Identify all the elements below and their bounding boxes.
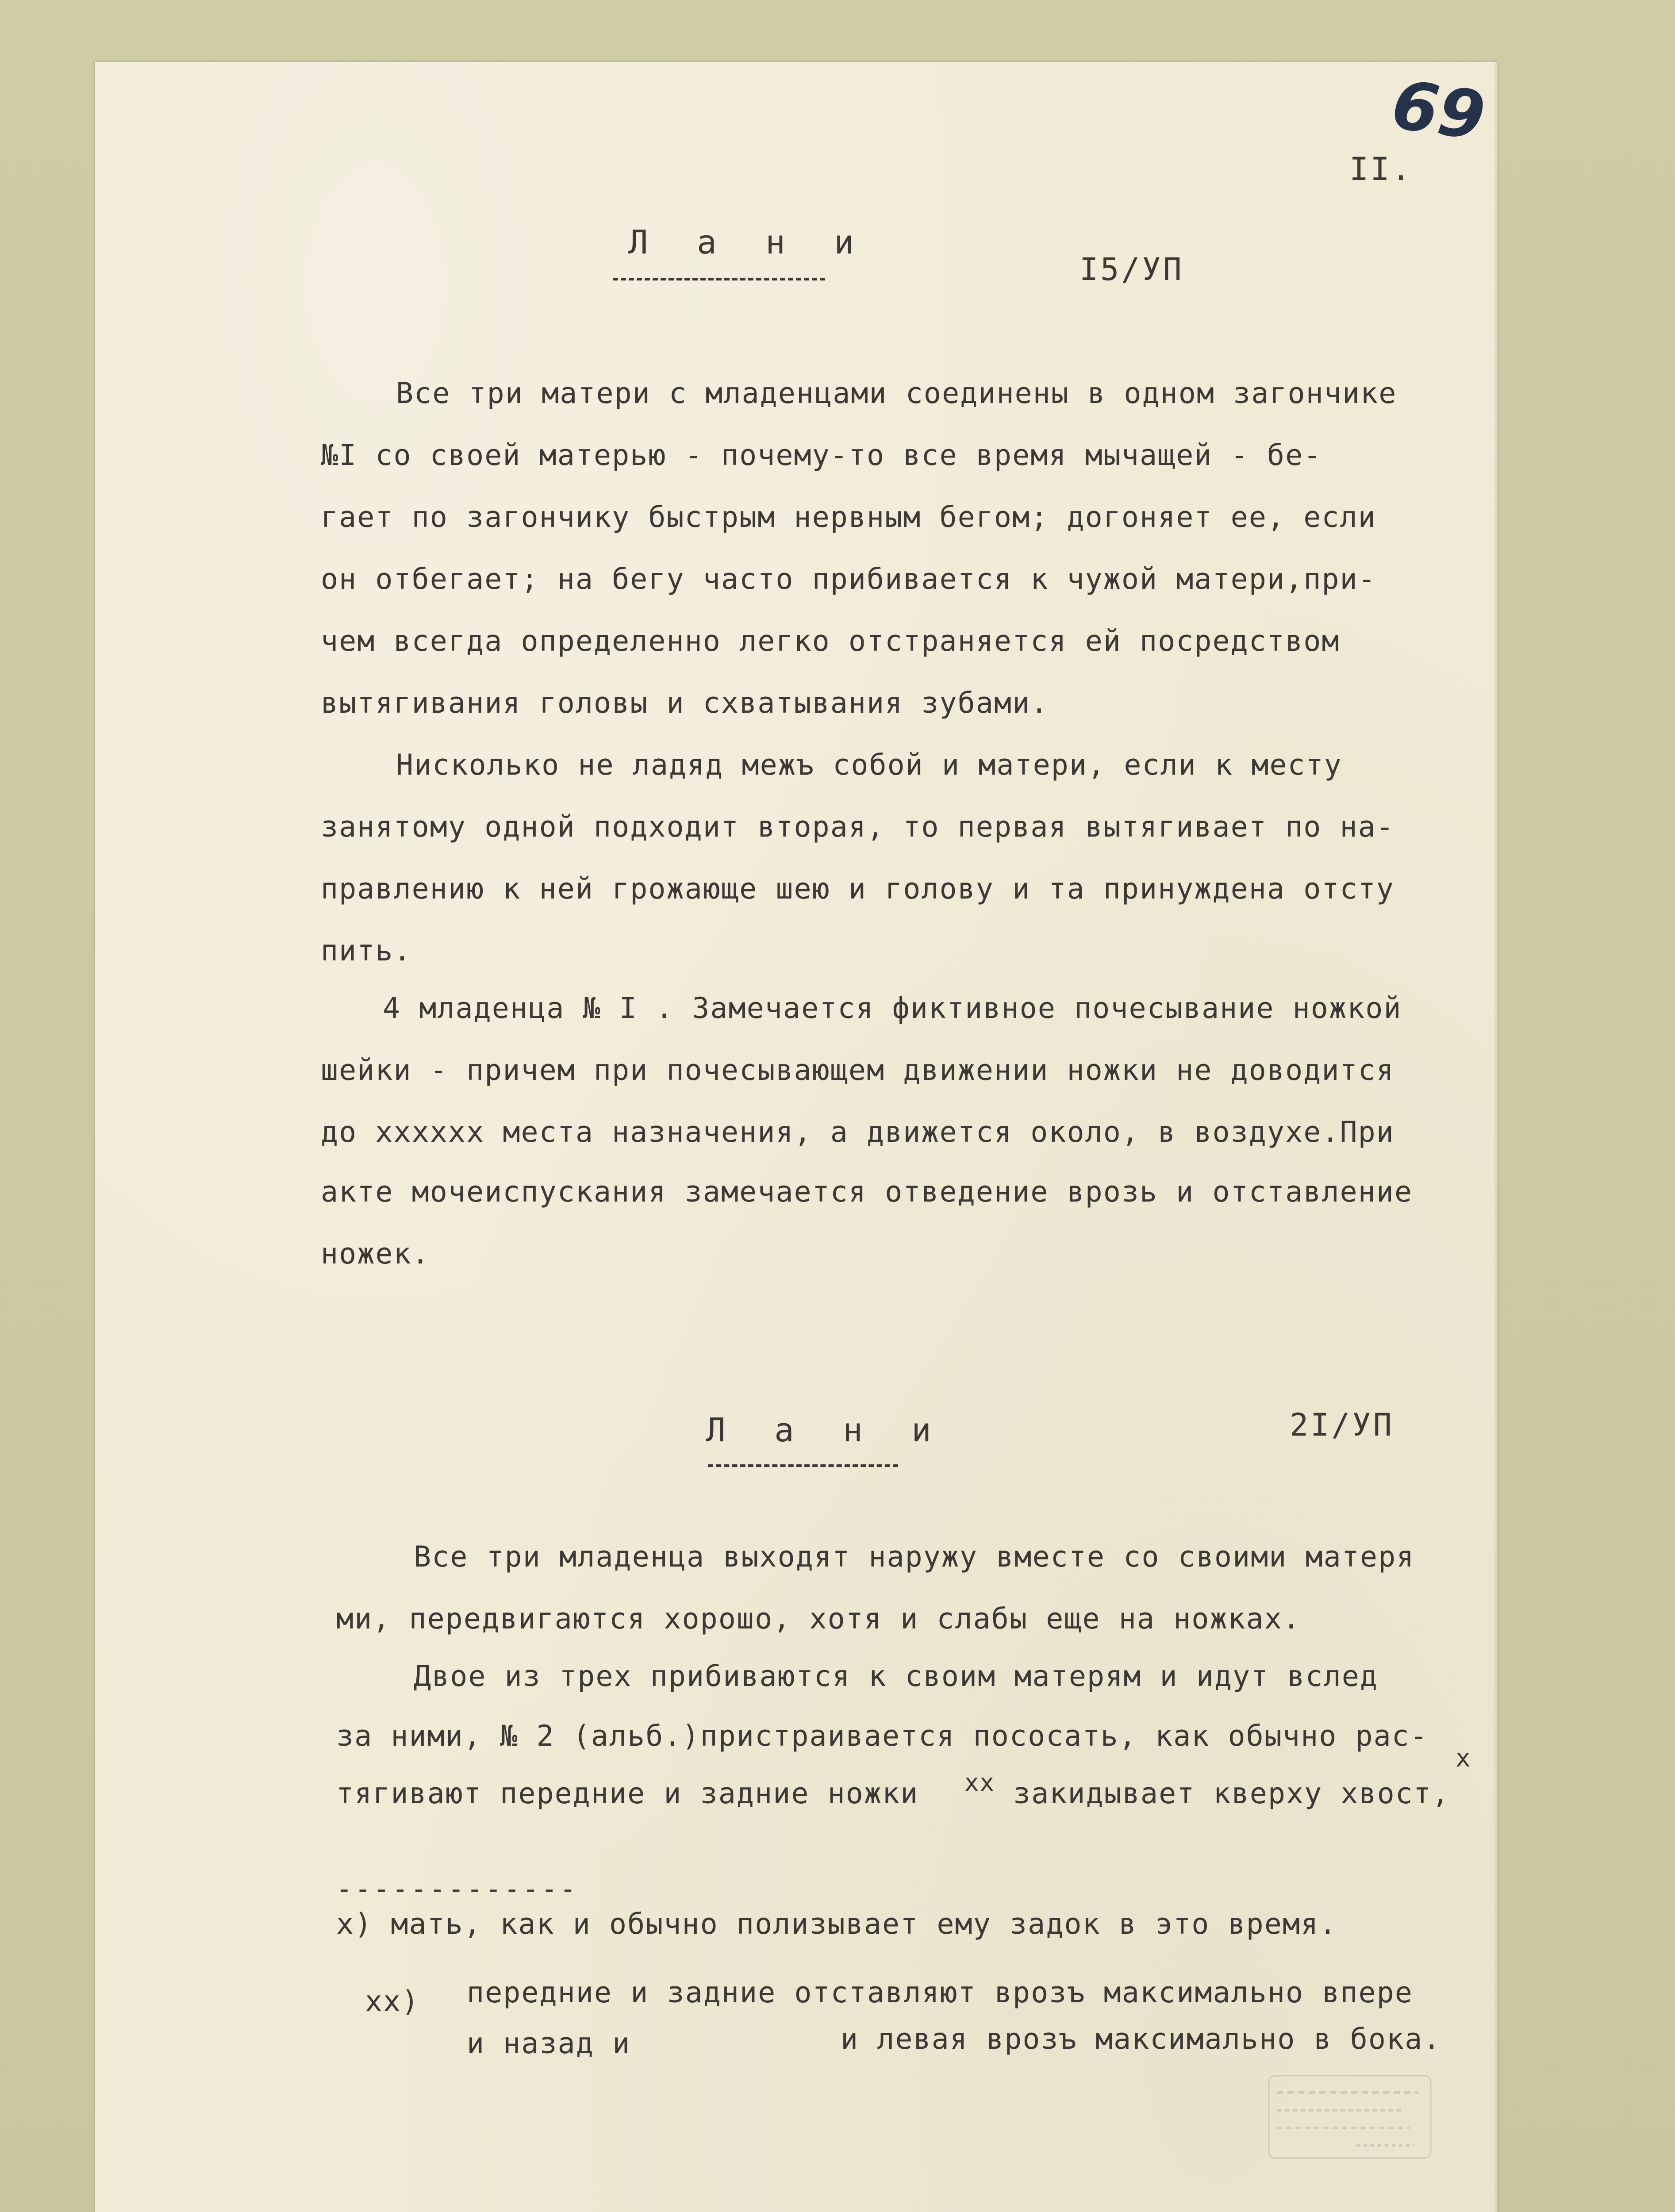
entry2-heading: Л а н и (706, 1411, 933, 1449)
entry2-line-5: тягивают передние и задние ножки (336, 1777, 919, 1810)
entry2-date: 2I/УП (1290, 1407, 1394, 1443)
entry1-line-12: шейки - причем при почесывающем движении ножки не доводится (321, 1054, 1395, 1087)
entry1-line-8: занятому одной подходит вторая, то первая вытягивает по на- (321, 810, 1395, 844)
entry1-line-6: вытягивания головы и схватывания зубами. (321, 687, 1049, 720)
page-number: II. (1349, 150, 1413, 188)
entry1-line-15: ножек. (321, 1237, 430, 1271)
entry1-line-13: до хххххх места назначения, а движется около, в воздухе.При (321, 1116, 1395, 1149)
entry1-heading: Л а н и (628, 223, 856, 261)
footnote-mark-xx: хх (964, 1769, 995, 1797)
footnote-rule: ------------- (336, 1874, 579, 1905)
entry1-line-3: гает по загончику быстрым нервным бегом; догоняет ее, если (321, 501, 1376, 534)
entry1-line-4: он отбегает; на бегу часто прибивается к чужой матери,при- (321, 563, 1376, 596)
entry2-heading-underline (708, 1464, 898, 1467)
entry1-line-5: чем всегда определенно легко отстраняется ей посредством (321, 625, 1340, 658)
archive-stamp-faint (1256, 2066, 1442, 2168)
archive-stamp-graphic (1268, 2075, 1432, 2159)
entry1-line-9: правлению к ней грожающе шею и голову и та принуждена отсту (321, 872, 1395, 906)
archive-folio-number: 69 (1387, 66, 1490, 156)
entry2-line-2: ми, передвигаются хорошо, хотя и слабы еще на ножках. (336, 1602, 1301, 1636)
entry1-line-1: Все три матери с младенцами соединены в одном загончике (396, 377, 1397, 410)
entry1-line-10: пить. (321, 934, 412, 968)
footnote-1: х) мать, как и обычно полизывает ему задок в это время. (336, 1908, 1337, 1941)
entry1-line-11: 4 младенца № I . Замечается фиктивное почесывание ножкой (383, 992, 1402, 1025)
footnote-mark-x: х (1456, 1744, 1471, 1773)
entry1-line-7: Нисколько не ладяд межъ собой и матери, если к месту (396, 749, 1342, 782)
footnote-2-line-1: передние и задние отставляют врозъ максимально впере (467, 1976, 1413, 2009)
entry1-line-14: акте мочеиспускания замечается отведение врозь и отставление (321, 1175, 1413, 1209)
footnote-2-label: хх) (365, 1985, 420, 2018)
entry2-line-5-cont: закидывает кверху хвост, (1013, 1777, 1450, 1810)
entry2-line-3: Двое из трех прибиваются к своим матерям и идут вслед (414, 1660, 1379, 1693)
entry2-line-1: Все три младенца выходят наружу вместе со своими матеря (414, 1540, 1415, 1574)
footnote-2-line-2a: и назад и (467, 2027, 631, 2060)
sheet-edge (1493, 62, 1498, 2212)
entry1-line-2: №I со своей матерью - почему-то все время мычащей - бе- (321, 439, 1322, 472)
entry1-heading-underline (613, 278, 825, 280)
entry2-line-4: за ними, № 2 (альб.)пристраивается пососать, как обычно рас- (336, 1720, 1428, 1753)
entry1-date: I5/УП (1080, 251, 1184, 288)
footnote-2-line-2b: и левая врозъ максимально в бока. (841, 2023, 1441, 2056)
